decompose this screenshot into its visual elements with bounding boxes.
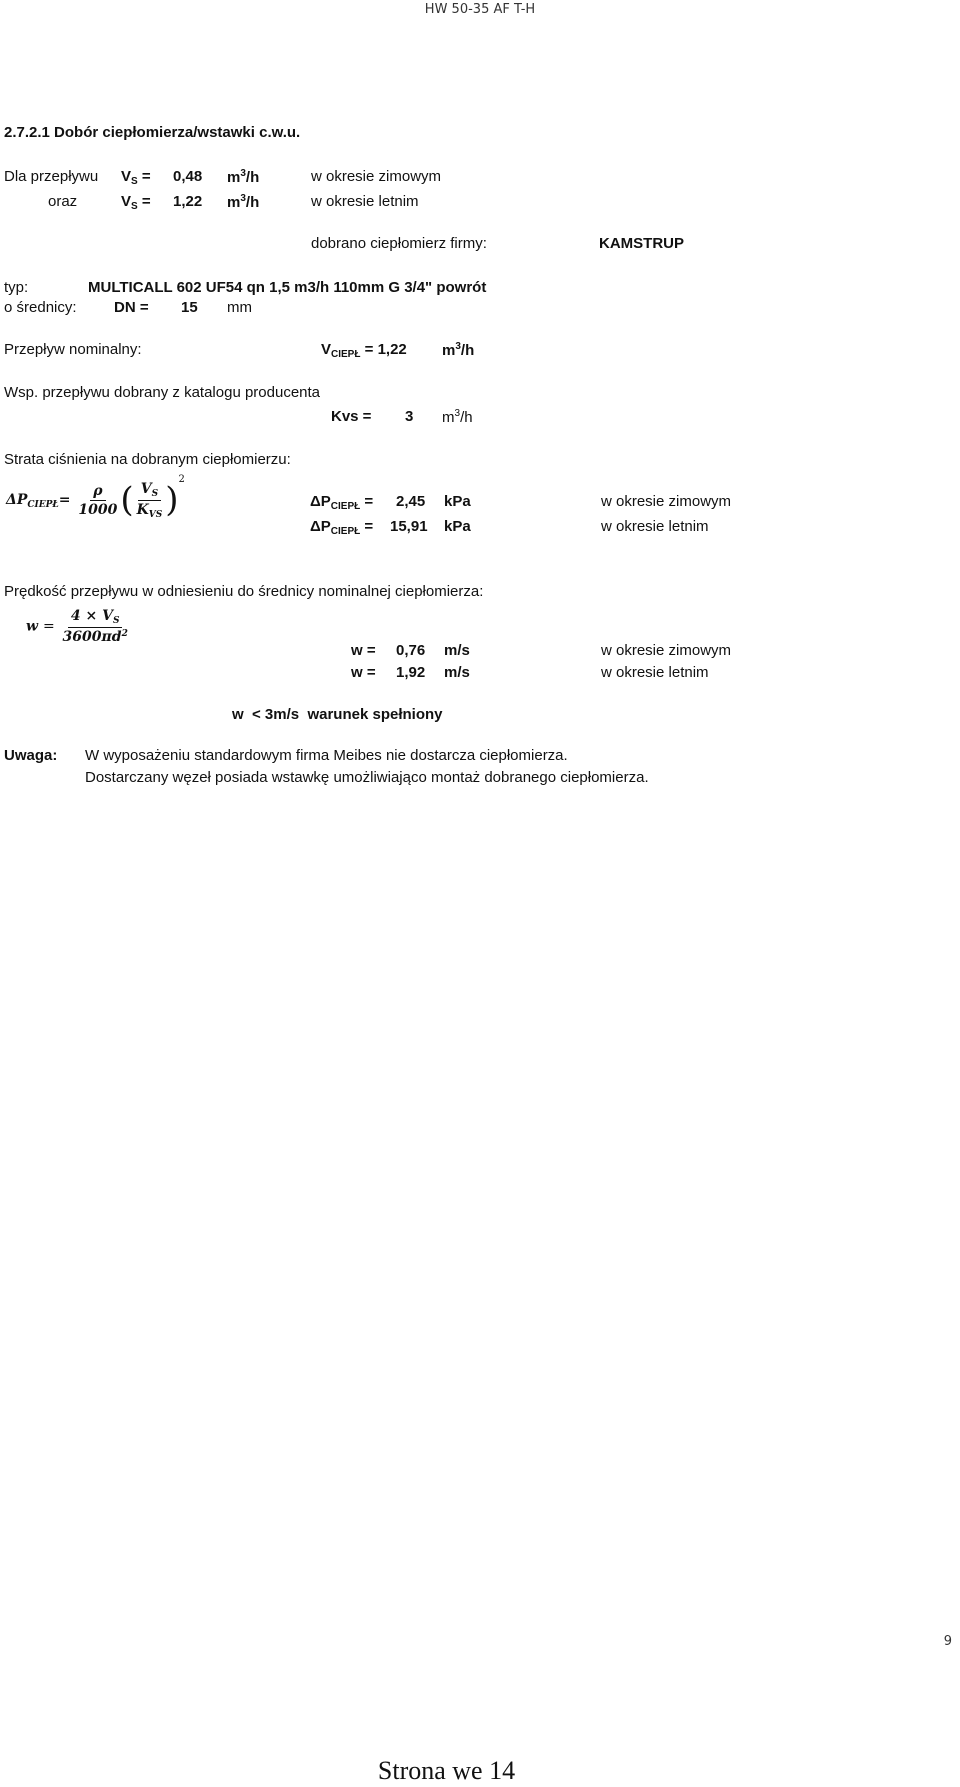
velocity-label: Prędkość przepływu w odniesieniu do średnicy nominalnej ciepłomierza: [4,583,484,600]
velocity-summer-unit: m/s [444,664,470,681]
flow-summer-symbol: $V_S$ = [121,193,151,212]
velocity-summer-value: 1,92 [396,664,426,681]
pressure-winter-value: 2,45 [396,493,426,510]
pressure-winter-symbol: $\Delta P_{CIEPŁ}$ = [310,493,374,512]
kvs-label: Wsp. przepływu dobrany z katalogu producenta [4,384,321,401]
pressure-summer-unit: kPa [444,518,471,535]
section-title: 2.7.2.1 Dobór ciepłomierza/wstawki c.w.u. [4,124,301,141]
flow-summer-unit: $m^3/h$ [227,193,260,211]
kvs-unit: $m^3/h$ [442,408,473,426]
flow-intro-label: Dla przepływu [4,168,99,185]
velocity-winter-note: w okresie zimowym [601,642,732,659]
flow-and-label: oraz [48,193,78,210]
velocity-winter-unit: m/s [444,642,470,659]
flow-winter-note: w okresie zimowym [311,168,442,185]
note-label: Uwaga: [4,747,58,764]
meter-diameter-value: 15 [181,299,198,316]
pressure-summer-value: 15,91 [390,518,428,535]
velocity-winter-symbol: w = [351,642,376,659]
pressure-loss-formula: $\Delta P_{CIEPŁ}=$ $\frac{\rho}{1000}$ ( $\frac{V_S}{K_{VS}}$ )$^2$ [6,474,185,520]
flow-summer-note: w okresie letnim [311,193,419,210]
pressure-winter-unit: kPa [444,493,471,510]
flow-winter-symbol: $V_S$ = [121,168,151,187]
velocity-condition: w < 3m/s warunek spełniony [232,706,443,723]
nominal-flow-label: Przepływ nominalny: [4,341,142,358]
velocity-formula: w = $\frac{4 \times V_S}{3600\pi d^2}$ [26,608,128,645]
flow-winter-value: 0,48 [173,168,203,185]
meter-diameter-symbol: DN = [114,299,149,316]
meter-type-value: MULTICALL 602 UF54 qn 1,5 m3/h 110mm G 3/4" powrót [88,279,487,296]
meter-type-label: typ: [4,279,29,296]
velocity-summer-note: w okresie letnim [601,664,709,681]
nominal-flow-symbol: $V_{CIEPŁ} = 1,22$ [321,341,407,360]
meter-brand: KAMSTRUP [599,235,684,252]
meter-selected-label: dobrano ciepłomierz firmy: [311,235,487,252]
pressure-summer-symbol: $\Delta P_{CIEPŁ}$ = [310,518,374,537]
page-number: 9 [943,1634,952,1649]
pressure-winter-note: w okresie zimowym [601,493,732,510]
kvs-symbol: Kvs = [331,408,372,425]
velocity-winter-value: 0,76 [396,642,426,659]
meter-diameter-label: o średnicy: [4,299,77,316]
page-footer-label: Strona we 14 [377,1756,516,1785]
nominal-flow-unit: $m^3/h$ [442,341,475,359]
flow-summer-value: 1,22 [173,193,203,210]
pressure-summer-note: w okresie letnim [601,518,709,535]
pressure-loss-label: Strata ciśnienia na dobranym ciepłomierzu: [4,451,291,468]
meter-diameter-unit: mm [227,299,252,316]
velocity-summer-symbol: w = [351,664,376,681]
document-header: HW 50-35 AF T-H [424,2,536,17]
flow-winter-unit: $m^3/h$ [227,168,260,186]
note-line-1: W wyposażeniu standardowym firma Meibes nie dostarcza ciepłomierza. [85,747,568,764]
kvs-value: 3 [405,408,414,425]
note-line-2: Dostarczany węzeł posiada wstawkę umożliwiająco montaż dobranego ciepłomierza. [85,769,649,786]
